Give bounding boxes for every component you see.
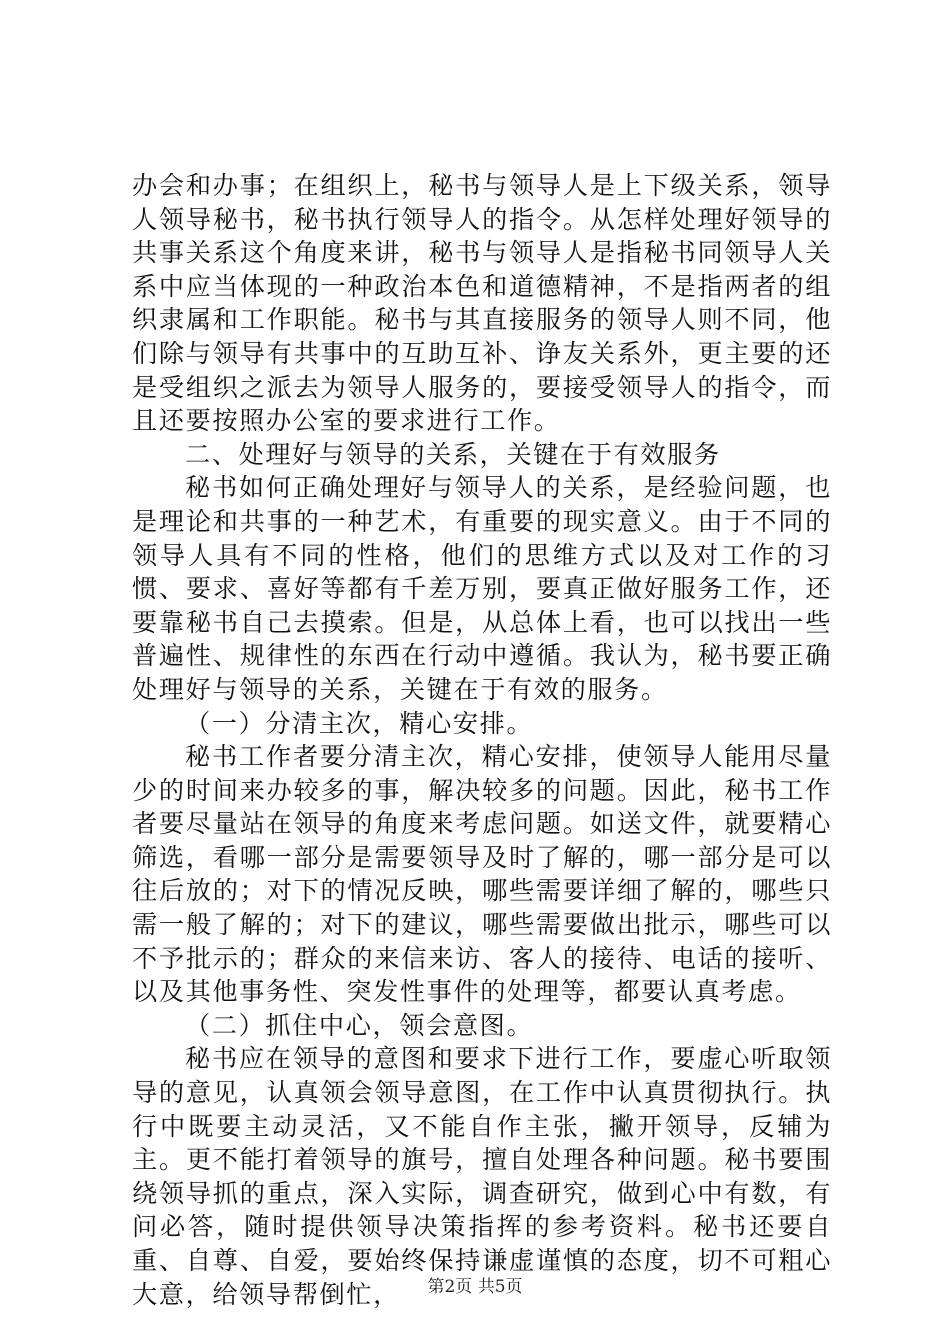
paragraph-continuation: 办会和办事；在组织上，秘书与领导人是上下级关系，领导人领导秘书，秘书执行领导人的指令。从怎样处理好领导的共事关系这个角度来讲，秘书与领导人是指秘书同领导人关系中应当体现的一种政治本色和道德精神，不是指两者的组织隶属和工作职能。秘书与其直接服务的领导人则不同，他们除与领导有共事中的互助互补、诤友关系外，更主要的还是受组织之派去为领导人服务的，要接受领导人的指令，而且还要按照办公室的要求进行工作。: [132, 171, 832, 436]
page-footer: 第2页 共5页: [427, 1277, 523, 1297]
paragraph-section-2-intro: 秘书如何正确处理好与领导人的关系，是经验问题，也是理论和共事的一种艺术，有重要的现实意义。由于不同的领导人具有不同的性格，他们的思维方式以及对工作的习惯、要求、喜好等都有千差万别，要真正做好服务工作，还要靠秘书自己去摸索。但是，从总体上看，也可以找出一些普遍性、规律性的东西在行动中遵循。我认为，秘书要正确处理好与领导的关系，关键在于有效的服务。: [132, 473, 832, 704]
paragraph-subsection-2: 秘书应在领导的意图和要求下进行工作，要虚心听取领导的意见，认真领会领导意图，在工作中认真贯彻执行。执行中既要主动灵活，又不能自作主张，撇开领导，反辅为主。更不能打着领导的旗号，擅自处理各种问题。秘书要围绕领导抓的重点，深入实际，调查研究，做到心中有数，有问必答，随时提供领导决策指挥的参考资料。秘书还要自重、自尊、自爱，要始终保持谦虚谨慎的态度，切不可粗心大意，给领导帮倒忙，: [132, 1044, 832, 1309]
subheading-2: （二）抓住中心，领会意图。: [185, 1010, 534, 1040]
document-body: [132, 169, 832, 1311]
paragraph-subsection-1: 秘书工作者要分清主次，精心安排，使领导人能用尽量少的时间来办较多的事，解决较多的问题。因此，秘书工作者要尽量站在领导的角度来考虑问题。如送文件，就要精心筛选，看哪一部分是需要领导及时了解的，哪一部分是可以往后放的；对下的情况反映，哪些需要详细了解的，哪些只需一般了解的；对下的建议，哪些需要做出批示，哪些可以不予批示的；群众的来信来访、客人的接待、电话的接听、以及其他事务性、突发性事件的处理等，都要认真考虑。: [132, 742, 832, 1007]
subheading-1: （一）分清主次，精心安排。: [185, 708, 534, 738]
section-heading-2: 二、处理好与领导的关系，关键在于有效服务: [185, 439, 721, 469]
